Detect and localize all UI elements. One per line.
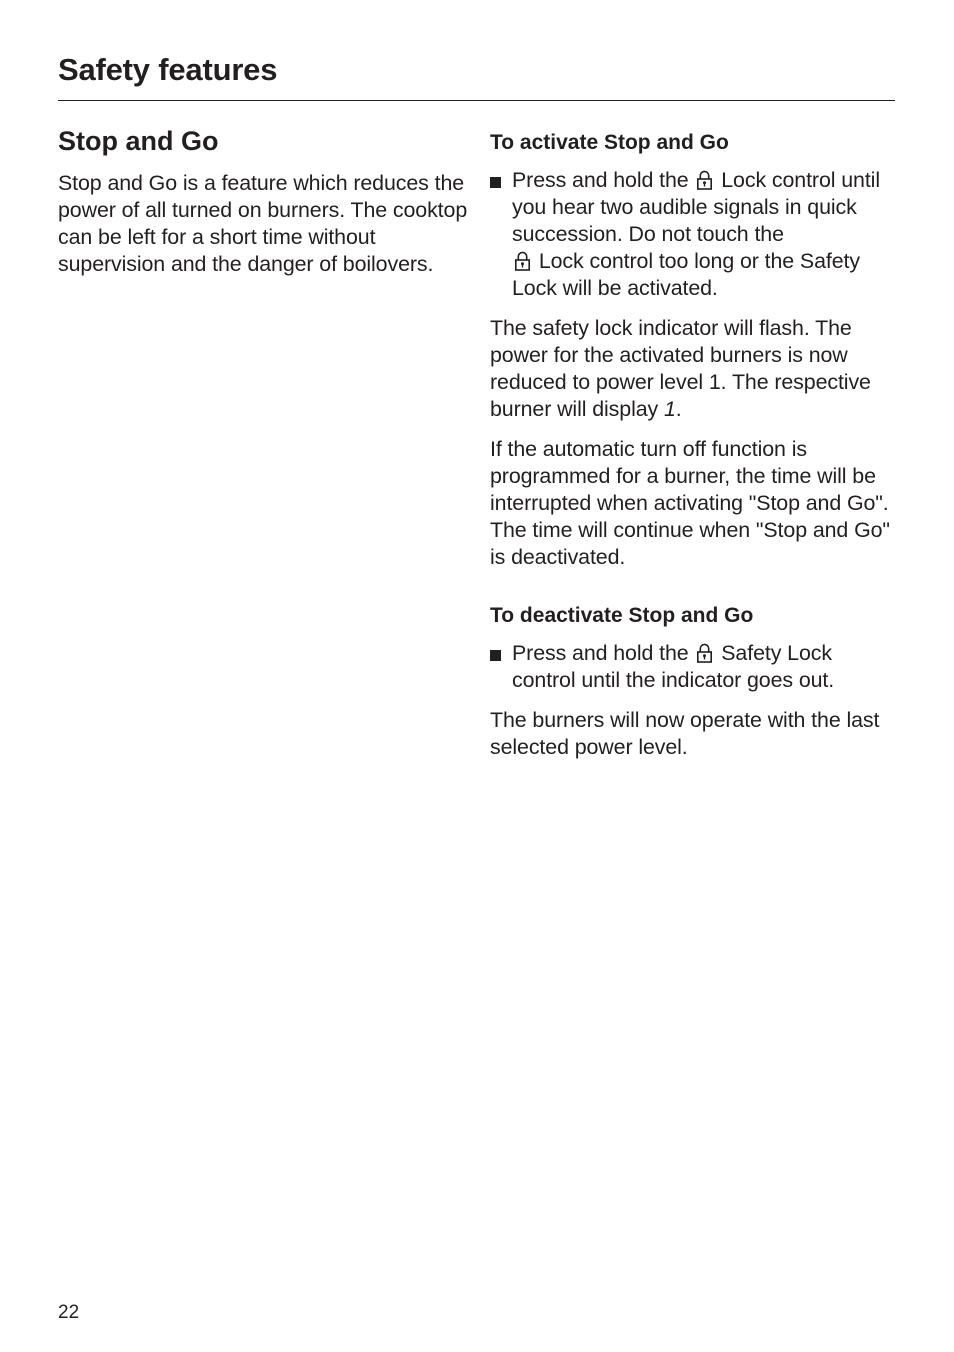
- right-column: [490, 126, 895, 761]
- deactivate-step: [490, 640, 895, 694]
- square-bullet-icon: [490, 177, 501, 188]
- activate-step-text-1: Press and hold the: [512, 168, 689, 192]
- burner-display-value: 1: [663, 397, 676, 421]
- activate-result-text: The safety lock indicator will flash. The power for the activated burners is now reduced to power level 1. The respective burner will display: [490, 316, 871, 421]
- activate-result-paragraph: [490, 315, 895, 423]
- lock-icon: [514, 251, 531, 271]
- intro-paragraph: Stop and Go is a feature which reduces the power of all turned on burners. The cooktop can be left for a short time without supervision and the danger of boilovers.: [58, 171, 468, 276]
- deactivate-heading: To deactivate Stop and Go: [490, 604, 754, 627]
- page-number: 22: [58, 1302, 80, 1323]
- deactivate-step-text-2: Safety Lock control until the indicator goes out.: [512, 641, 835, 692]
- section-heading-stop-and-go: Stop and Go: [58, 126, 219, 156]
- lock-icon: [696, 170, 713, 190]
- activate-result-end: .: [675, 397, 682, 421]
- activate-step-text-3: Lock control too long or the Safety Lock will be activated.: [512, 249, 860, 300]
- lock-icon: [696, 643, 713, 663]
- timer-paragraph: If the automatic turn off function is programmed for a burner, the time will be interrupted when activating "Stop and Go". The time will continue when "Stop and Go" is deactivated.: [490, 437, 890, 569]
- activate-step: [490, 167, 895, 302]
- square-bullet-icon: [490, 650, 501, 661]
- deactivate-result-paragraph: The burners will now operate with the last selected power level.: [490, 708, 880, 759]
- activate-step-text-2: Lock control until you hear two audible signals in quick succession. Do not touch the: [512, 168, 880, 246]
- title-divider: [58, 100, 895, 101]
- page-title: Safety features: [58, 52, 278, 87]
- left-column: [58, 122, 468, 278]
- deactivate-step-text-1: Press and hold the: [512, 641, 689, 665]
- activate-heading: To activate Stop and Go: [490, 131, 729, 154]
